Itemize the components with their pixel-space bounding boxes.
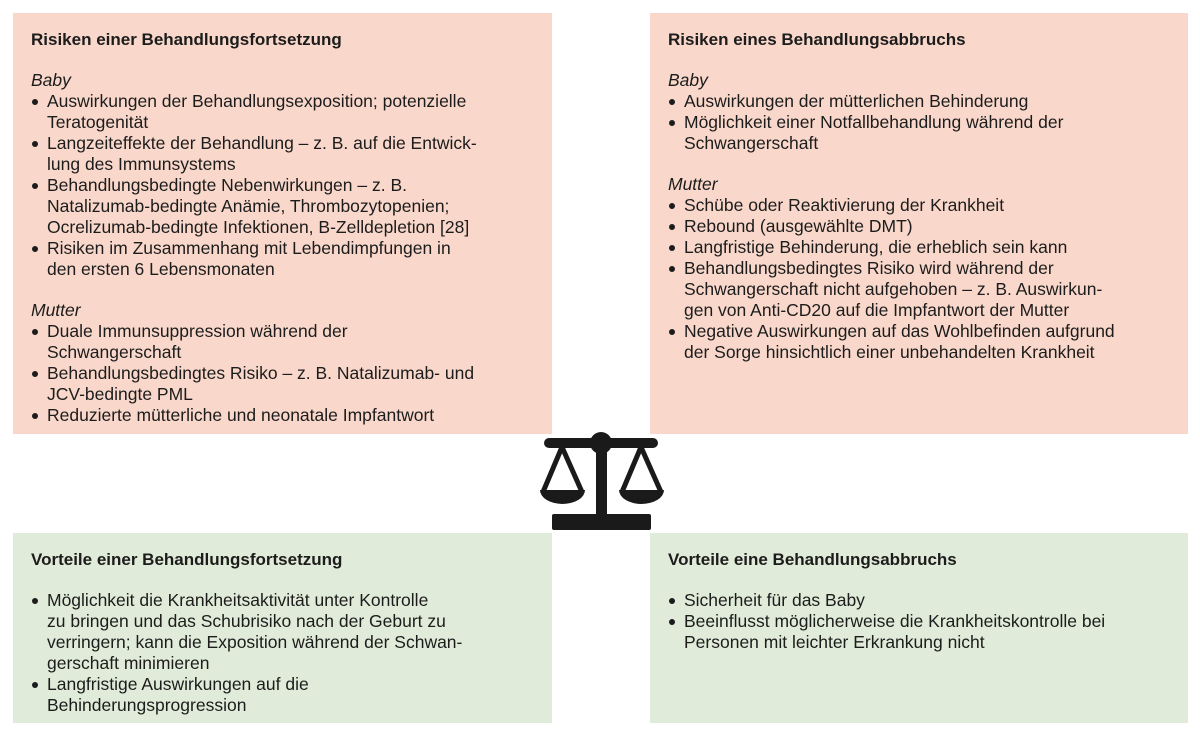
bullet-line: Rebound (ausgewählte DMT) <box>684 216 913 236</box>
bullet-item <box>31 363 534 405</box>
section-list <box>668 70 1170 363</box>
bullet-line: den ersten 6 Lebensmonaten <box>47 259 275 279</box>
section-mutter <box>668 174 1170 363</box>
box-title: Vorteile eine Behandlungsabbruchs <box>668 550 957 569</box>
bullet-line: gen von Anti-CD20 auf die Impfantwort der Mutter <box>684 300 1070 320</box>
bullet-item <box>31 674 534 716</box>
bullet-item <box>668 237 1170 258</box>
bullet-item <box>31 91 534 133</box>
section-label: Mutter <box>31 300 81 320</box>
bullet-line: Möglichkeit die Krankheitsaktivität unter Kontrolle <box>47 590 429 610</box>
bullet-item <box>31 590 534 674</box>
bullet-line: JCV-bedingte PML <box>47 384 193 404</box>
bullet-line: Reduzierte mütterliche und neonatale Impfantwort <box>47 405 435 425</box>
bullet-line: Schwangerschaft <box>684 133 819 153</box>
bullet-line: Behandlungsbedingtes Risiko wird während der <box>684 258 1054 278</box>
bullet-item <box>31 238 534 280</box>
bullet-line: Negative Auswirkungen auf das Wohlbefinden aufgrund <box>684 321 1115 341</box>
bullet-list <box>31 590 534 716</box>
bullet-line: Beeinflusst möglicherweise die Krankheitskontrolle bei <box>684 611 1106 631</box>
bullet-item <box>668 91 1170 112</box>
bullet-item <box>668 195 1170 216</box>
section-baby <box>31 70 534 280</box>
bullet-line: verringern; kann die Exposition während der Schwan- <box>47 632 463 652</box>
bullet-item <box>668 611 1170 653</box>
bullet-item <box>31 175 534 238</box>
bullet-item <box>668 112 1170 154</box>
bullet-list <box>31 91 534 280</box>
bullet-item <box>668 258 1170 321</box>
box-title: Risiken eines Behandlungsabbruchs <box>668 30 966 49</box>
section-label: Baby <box>668 70 708 90</box>
bullet-list <box>31 321 534 426</box>
bullet-list <box>668 195 1170 363</box>
section-label: Mutter <box>668 174 718 194</box>
bullet-line: Natalizumab-bedingte Anämie, Thrombozytopenien; <box>47 196 450 216</box>
bullet-line: Möglichkeit einer Notfallbehandlung während der <box>684 112 1064 132</box>
bullet-item <box>31 321 534 363</box>
risks-continue-box <box>13 13 552 434</box>
bullet-line: Behandlungsbedingte Nebenwirkungen – z. B. <box>47 175 407 195</box>
bullet-line: Behinderungsprogression <box>47 695 247 715</box>
bullet-line: lung des Immunsystems <box>47 154 236 174</box>
section-list <box>31 70 534 426</box>
bullet-item <box>31 133 534 175</box>
bullet-line: Teratogenität <box>47 112 149 132</box>
bullet-line: Schwangerschaft nicht aufgehoben – z. B. Auswirkun- <box>684 279 1103 299</box>
bullet-item <box>31 405 534 426</box>
bullet-list <box>668 590 1170 653</box>
bullet-line: Schübe oder Reaktivierung der Krankheit <box>684 195 1005 215</box>
section-mutter <box>31 300 534 426</box>
bullet-line: Schwangerschaft <box>47 342 182 362</box>
bullet-line: Duale Immunsuppression während der <box>47 321 348 341</box>
risks-stop-box <box>650 13 1188 434</box>
bullet-line: Auswirkungen der mütterlichen Behinderung <box>684 91 1029 111</box>
bullet-line: Auswirkungen der Behandlungsexposition; potenzielle <box>47 91 467 111</box>
bullet-item <box>668 321 1170 363</box>
bullet-line: Sicherheit für das Baby <box>684 590 865 610</box>
benefits-stop-box <box>650 533 1188 723</box>
bullet-line: Personen mit leichter Erkrankung nicht <box>684 632 985 652</box>
bullet-line: gerschaft minimieren <box>47 653 210 673</box>
bullet-line: Risiken im Zusammenhang mit Lebendimpfungen in <box>47 238 451 258</box>
section-label: Baby <box>31 70 71 90</box>
bullet-line: Behandlungsbedingtes Risiko – z. B. Natalizumab- und <box>47 363 475 383</box>
box-title: Risiken einer Behandlungsfortsetzung <box>31 30 342 49</box>
section-baby <box>668 70 1170 154</box>
bullet-item <box>668 590 1170 611</box>
bullet-item <box>668 216 1170 237</box>
box-title: Vorteile einer Behandlungsfortsetzung <box>31 550 343 569</box>
bullet-line: Langfristige Behinderung, die erheblich sein kann <box>684 237 1068 257</box>
bullet-line: Langfristige Auswirkungen auf die <box>47 674 309 694</box>
bullet-line: Ocrelizumab-bedingte Infektionen, B-Zelldepletion [28] <box>47 217 470 237</box>
bullet-line: der Sorge hinsichtlich einer unbehandelten Krankheit <box>684 342 1095 362</box>
benefits-continue-box <box>13 533 552 723</box>
balance-scale-icon <box>538 430 666 534</box>
bullet-line: Langzeiteffekte der Behandlung – z. B. auf die Entwick- <box>47 133 477 153</box>
bullet-line: zu bringen und das Schubrisiko nach der Geburt zu <box>47 611 446 631</box>
bullet-list <box>668 91 1170 154</box>
